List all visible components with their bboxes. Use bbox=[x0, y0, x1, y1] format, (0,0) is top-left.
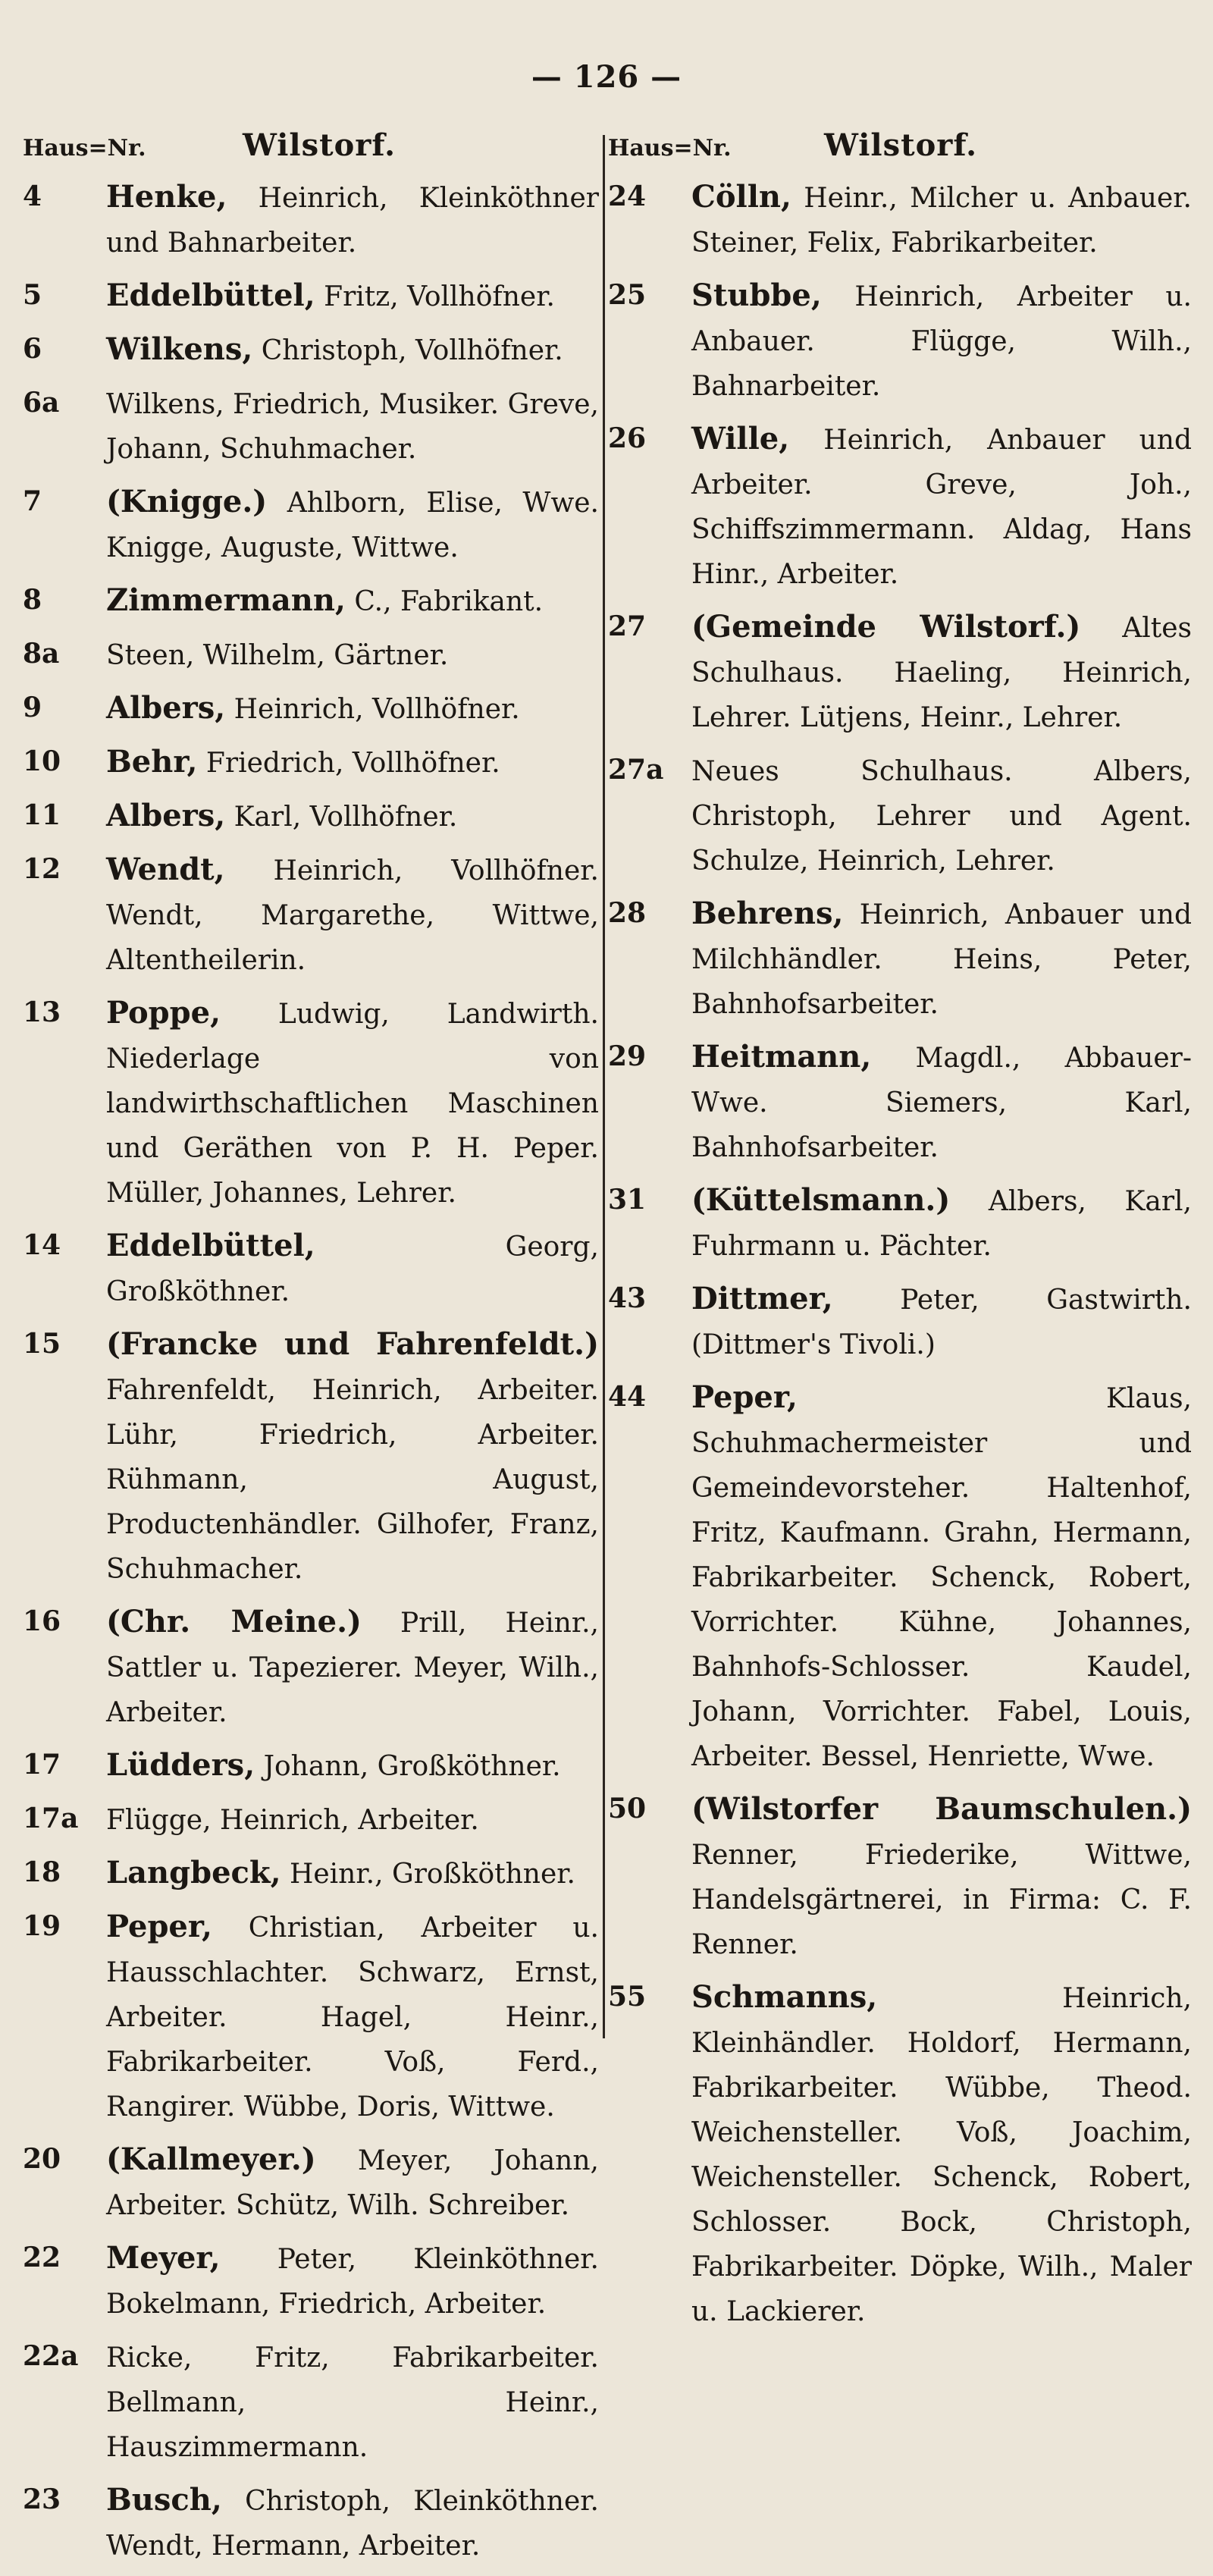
house-number: 13 bbox=[23, 996, 61, 1028]
resident-name: (Küttelsmann.) bbox=[691, 1182, 951, 1218]
resident-name: Zimmermann, bbox=[106, 582, 346, 618]
house-number: 19 bbox=[23, 1910, 61, 1942]
resident-details: Heinr., Großköthner. bbox=[289, 1859, 575, 1890]
entry-text bbox=[106, 686, 599, 732]
list-item bbox=[23, 1796, 599, 1843]
resident-details: Johann, Großköthner. bbox=[263, 1751, 561, 1782]
resident-name: Poppe, bbox=[106, 995, 221, 1031]
list-item bbox=[608, 1276, 1192, 1367]
house-number: 14 bbox=[23, 1229, 61, 1261]
resident-name: Henke, bbox=[106, 179, 227, 215]
house-number: 20 bbox=[23, 2143, 61, 2175]
resident-details: Heinrich, Arbeiter u. Anbauer. Flügge, Wilh., Bahnarbeiter. bbox=[691, 281, 1192, 402]
resident-details: Ricke, Fritz, Fabrikarbeiter. Bellmann, Heinr., Hauszimmermann. bbox=[106, 2342, 599, 2463]
resident-name: Albers, bbox=[106, 798, 226, 833]
entry-text bbox=[106, 174, 599, 265]
entry-text bbox=[691, 1787, 1192, 1967]
resident-name: Eddelbüttel, bbox=[106, 1228, 315, 1263]
list-item bbox=[23, 2236, 599, 2327]
house-number: 44 bbox=[608, 1381, 647, 1413]
house-number-label: Haus=Nr. bbox=[608, 135, 732, 162]
list-item bbox=[23, 327, 599, 373]
resident-details: Meyer, Johann, Arbeiter. Schütz, Wilh. Schreiber. bbox=[106, 2145, 599, 2221]
list-item bbox=[23, 1599, 599, 1735]
house-number: 15 bbox=[23, 1328, 61, 1360]
resident-name: Behrens, bbox=[691, 896, 844, 931]
list-item bbox=[23, 174, 599, 265]
entry-text bbox=[106, 1796, 599, 1843]
entry-text bbox=[691, 1375, 1192, 1779]
house-number: 10 bbox=[23, 745, 61, 777]
house-number: 5 bbox=[23, 279, 42, 311]
resident-name: Wendt, bbox=[106, 852, 225, 887]
list-item bbox=[608, 1178, 1192, 1269]
list-item bbox=[23, 1743, 599, 1789]
left-column-header bbox=[23, 127, 599, 174]
list-item bbox=[23, 578, 599, 624]
resident-name: (Knigge.) bbox=[106, 484, 268, 519]
house-number: 27a bbox=[608, 754, 664, 786]
resident-details: C., Fabrikant. bbox=[354, 586, 544, 617]
entry-text bbox=[691, 1178, 1192, 1269]
resident-details: Peter, Kleinköthner. Bokelmann, Friedrich, Arbeiter. bbox=[106, 2244, 599, 2320]
house-number: 16 bbox=[23, 1605, 61, 1637]
resident-name: Peper, bbox=[106, 1909, 212, 1944]
resident-details: Steen, Wilhelm, Gärtner. bbox=[106, 640, 449, 671]
resident-details: Friedrich, Vollhöfner. bbox=[205, 748, 500, 779]
resident-details: Albers, Karl, Fuhrmann u. Pächter. bbox=[691, 1186, 1192, 1262]
resident-details: Heinrich, Anbauer und Arbeiter. Greve, Joh., Schiffszimmermann. Aldag, Hans Hinr., Arbeiter. bbox=[691, 425, 1192, 590]
list-item bbox=[23, 990, 599, 1216]
resident-details: Neues Schulhaus. Albers, Christoph, Lehrer und Agent. Schulze, Heinrich, Lehrer. bbox=[691, 756, 1192, 877]
house-number: 12 bbox=[23, 853, 61, 885]
house-number: 31 bbox=[608, 1184, 647, 1216]
entry-text bbox=[106, 479, 599, 570]
resident-details: Prill, Heinr., Sattler u. Tapezierer. Meyer, Wilh., Arbeiter. bbox=[106, 1608, 599, 1728]
list-item bbox=[23, 1904, 599, 2129]
house-number: 9 bbox=[23, 692, 42, 723]
house-number: 27 bbox=[608, 610, 647, 642]
list-item bbox=[23, 273, 599, 319]
house-number: 50 bbox=[608, 1793, 647, 1825]
resident-name: (Chr. Meine.) bbox=[106, 1604, 362, 1639]
house-number: 17a bbox=[23, 1803, 79, 1834]
entry-text bbox=[106, 847, 599, 983]
entry-text bbox=[691, 891, 1192, 1027]
entry-text bbox=[691, 273, 1192, 409]
entry-text bbox=[106, 990, 599, 1216]
house-number: 6a bbox=[23, 387, 60, 419]
entry-text bbox=[106, 2137, 599, 2228]
resident-name: Peper, bbox=[691, 1379, 798, 1415]
place-heading: Wilstorf. bbox=[824, 127, 978, 163]
resident-details: Fahrenfeldt, Heinrich, Arbeiter. Lühr, Friedrich, Arbeiter. Rühmann, August, Productenhändler. Gilhofer, Franz, Schuhmacher. bbox=[106, 1375, 599, 1585]
resident-details: Peter, Gastwirth. (Dittmer's Tivoli.) bbox=[691, 1285, 1192, 1360]
column-divider bbox=[603, 135, 605, 2038]
house-number: 8a bbox=[23, 638, 60, 670]
right-column-header bbox=[608, 127, 1192, 174]
entry-text bbox=[106, 2236, 599, 2327]
list-item bbox=[23, 686, 599, 732]
resident-name: Lüdders, bbox=[106, 1747, 255, 1783]
resident-name: (Gemeinde Wilstorf.) bbox=[691, 609, 1081, 645]
house-number: 18 bbox=[23, 1856, 61, 1888]
list-item bbox=[608, 1034, 1192, 1170]
house-number: 6 bbox=[23, 333, 42, 365]
house-number: 11 bbox=[23, 799, 61, 831]
entry-text bbox=[106, 1904, 599, 2129]
entry-text bbox=[106, 1850, 599, 1897]
list-item bbox=[608, 1787, 1192, 1967]
list-item bbox=[23, 1850, 599, 1897]
list-item bbox=[608, 416, 1192, 597]
house-number: 7 bbox=[23, 485, 42, 517]
resident-details: Renner, Friederike, Wittwe, Handelsgärtnerei, in Firma: C. F. Renner. bbox=[691, 1840, 1192, 1960]
list-item bbox=[608, 1975, 1192, 2334]
entry-text bbox=[106, 2477, 599, 2568]
resident-name: Wilkens, bbox=[106, 331, 253, 367]
resident-name: Busch, bbox=[106, 2482, 222, 2518]
list-item bbox=[23, 2137, 599, 2228]
list-item bbox=[608, 891, 1192, 1027]
list-item bbox=[23, 793, 599, 839]
resident-details: Christian, Arbeiter u. Hausschlachter. Schwarz, Ernst, Arbeiter. Hagel, Heinr., Fabrikarbeiter. Voß, Ferd., Rangirer. Wübbe, Doris, Wittwe. bbox=[106, 1912, 599, 2123]
house-number-label: Haus=Nr. bbox=[23, 135, 146, 162]
house-number: 43 bbox=[608, 1282, 647, 1314]
entry-text bbox=[106, 273, 599, 319]
entry-text bbox=[106, 1223, 599, 1314]
entry-text bbox=[691, 174, 1192, 265]
resident-details: Heinrich, Vollhöfner. Wendt, Margarethe, Wittwe, Altentheilerin. bbox=[106, 855, 599, 976]
resident-details: Karl, Vollhöfner. bbox=[234, 802, 458, 833]
entry-text bbox=[691, 1975, 1192, 2334]
list-item bbox=[23, 1322, 599, 1592]
list-item bbox=[23, 2477, 599, 2568]
entry-text bbox=[691, 604, 1192, 740]
resident-name: Heitmann, bbox=[691, 1039, 872, 1075]
entry-text bbox=[106, 381, 599, 472]
entry-text bbox=[691, 416, 1192, 597]
resident-name: (Francke und Fahrenfeldt.) bbox=[106, 1326, 599, 1362]
resident-name: (Wilstorfer Baumschulen.) bbox=[691, 1791, 1192, 1827]
house-number: 24 bbox=[608, 180, 647, 212]
entry-text bbox=[106, 578, 599, 624]
resident-details: Christoph, Kleinköthner. Wendt, Hermann, Arbeiter. bbox=[106, 2486, 599, 2562]
resident-name: Dittmer, bbox=[691, 1281, 833, 1316]
resident-details: Magdl., Abbauer-Wwe. Siemers, Karl, Bahnhofsarbeiter. bbox=[691, 1043, 1192, 1163]
list-item bbox=[608, 174, 1192, 265]
list-item bbox=[23, 632, 599, 678]
resident-details: Ahlborn, Elise, Wwe. Knigge, Auguste, Wittwe. bbox=[106, 488, 599, 563]
resident-name: Stubbe, bbox=[691, 278, 822, 313]
resident-details: Heinrich, Kleinköthner und Bahnarbeiter. bbox=[106, 183, 599, 259]
list-item bbox=[608, 748, 1192, 883]
entry-text bbox=[106, 632, 599, 678]
house-number: 17 bbox=[23, 1749, 61, 1781]
resident-name: Behr, bbox=[106, 744, 198, 780]
resident-details: Heinrich, Vollhöfner. bbox=[234, 694, 520, 725]
resident-name: (Kallmeyer.) bbox=[106, 2141, 316, 2177]
entry-text bbox=[106, 1743, 599, 1789]
entry-text bbox=[106, 1322, 599, 1592]
entry-text bbox=[106, 739, 599, 786]
house-number: 29 bbox=[608, 1040, 647, 1072]
house-number: 28 bbox=[608, 897, 647, 929]
right-column bbox=[608, 127, 1192, 2342]
entry-text bbox=[106, 793, 599, 839]
list-item bbox=[23, 1223, 599, 1314]
entry-text bbox=[691, 1034, 1192, 1170]
list-item bbox=[23, 2334, 599, 2470]
house-number: 22 bbox=[23, 2242, 61, 2273]
resident-details: Georg, Großköthner. bbox=[106, 1232, 599, 1307]
resident-name: Albers, bbox=[106, 690, 226, 726]
entry-text bbox=[691, 748, 1192, 883]
house-number: 23 bbox=[23, 2483, 61, 2515]
resident-name: Langbeck, bbox=[106, 1855, 281, 1890]
entry-text bbox=[106, 1599, 599, 1735]
list-item bbox=[23, 479, 599, 570]
house-number: 22a bbox=[23, 2340, 79, 2372]
resident-details: Heinrich, Kleinhändler. Holdorf, Hermann, Fabrikarbeiter. Wübbe, Theod. Weichensteller. Voß, Joachim, Weichensteller. Schenck, Robert, Schlosser. Bock, Christoph, Fabrikarbeiter. Döpke, Wilh., Maler u. Lackierer. bbox=[691, 1983, 1192, 2327]
resident-name: Schmanns, bbox=[691, 1979, 878, 2015]
page-number: — 126 — bbox=[531, 59, 682, 95]
resident-details: Flügge, Heinrich, Arbeiter. bbox=[106, 1805, 479, 1836]
right-entries bbox=[608, 174, 1192, 2334]
list-item bbox=[23, 739, 599, 786]
left-entries bbox=[23, 174, 599, 2568]
resident-details: Ludwig, Landwirth. Niederlage von landwirthschaftlichen Maschinen und Geräthen von P. H. Peper. Müller, Johannes, Lehrer. bbox=[106, 999, 599, 1209]
entry-text bbox=[106, 2334, 599, 2470]
house-number: 25 bbox=[608, 279, 647, 311]
resident-name: Wille, bbox=[691, 421, 790, 457]
left-column bbox=[23, 127, 599, 2576]
resident-name: Eddelbüttel, bbox=[106, 278, 315, 313]
resident-details: Heinrich, Anbauer und Milchhändler. Heins, Peter, Bahnhofsarbeiter. bbox=[691, 899, 1192, 1020]
house-number: 8 bbox=[23, 584, 42, 616]
house-number: 26 bbox=[608, 422, 647, 454]
resident-details: Klaus, Schuhmachermeister und Gemeindevorsteher. Haltenhof, Fritz, Kaufmann. Grahn, Hermann, Fabrikarbeiter. Schenck, Robert, Vorrichter. Kühne, Johannes, Bahnhofs-Schlosser. Kaudel, Johann, Vorrichter. Fabel, Louis, Arbeiter. Bessel, Henriette, Wwe. bbox=[691, 1383, 1192, 1772]
entry-text bbox=[691, 1276, 1192, 1367]
resident-details: Fritz, Vollhöfner. bbox=[324, 281, 555, 312]
list-item bbox=[608, 604, 1192, 740]
house-number: 4 bbox=[23, 180, 42, 212]
list-item bbox=[608, 1375, 1192, 1779]
list-item bbox=[23, 847, 599, 983]
resident-details: Wilkens, Friedrich, Musiker. Greve, Johann, Schuhmacher. bbox=[106, 389, 599, 465]
house-number: 55 bbox=[608, 1981, 647, 2013]
list-item bbox=[23, 381, 599, 472]
resident-details: Heinr., Milcher u. Anbauer. Steiner, Felix, Fabrikarbeiter. bbox=[691, 183, 1192, 259]
resident-details: Altes Schulhaus. Haeling, Heinrich, Lehrer. Lütjens, Heinr., Lehrer. bbox=[691, 613, 1192, 733]
resident-name: Meyer, bbox=[106, 2240, 221, 2276]
place-heading: Wilstorf. bbox=[243, 127, 396, 163]
resident-details: Christoph, Vollhöfner. bbox=[261, 335, 563, 366]
resident-name: Cölln, bbox=[691, 179, 791, 215]
entry-text bbox=[106, 327, 599, 373]
list-item bbox=[608, 273, 1192, 409]
